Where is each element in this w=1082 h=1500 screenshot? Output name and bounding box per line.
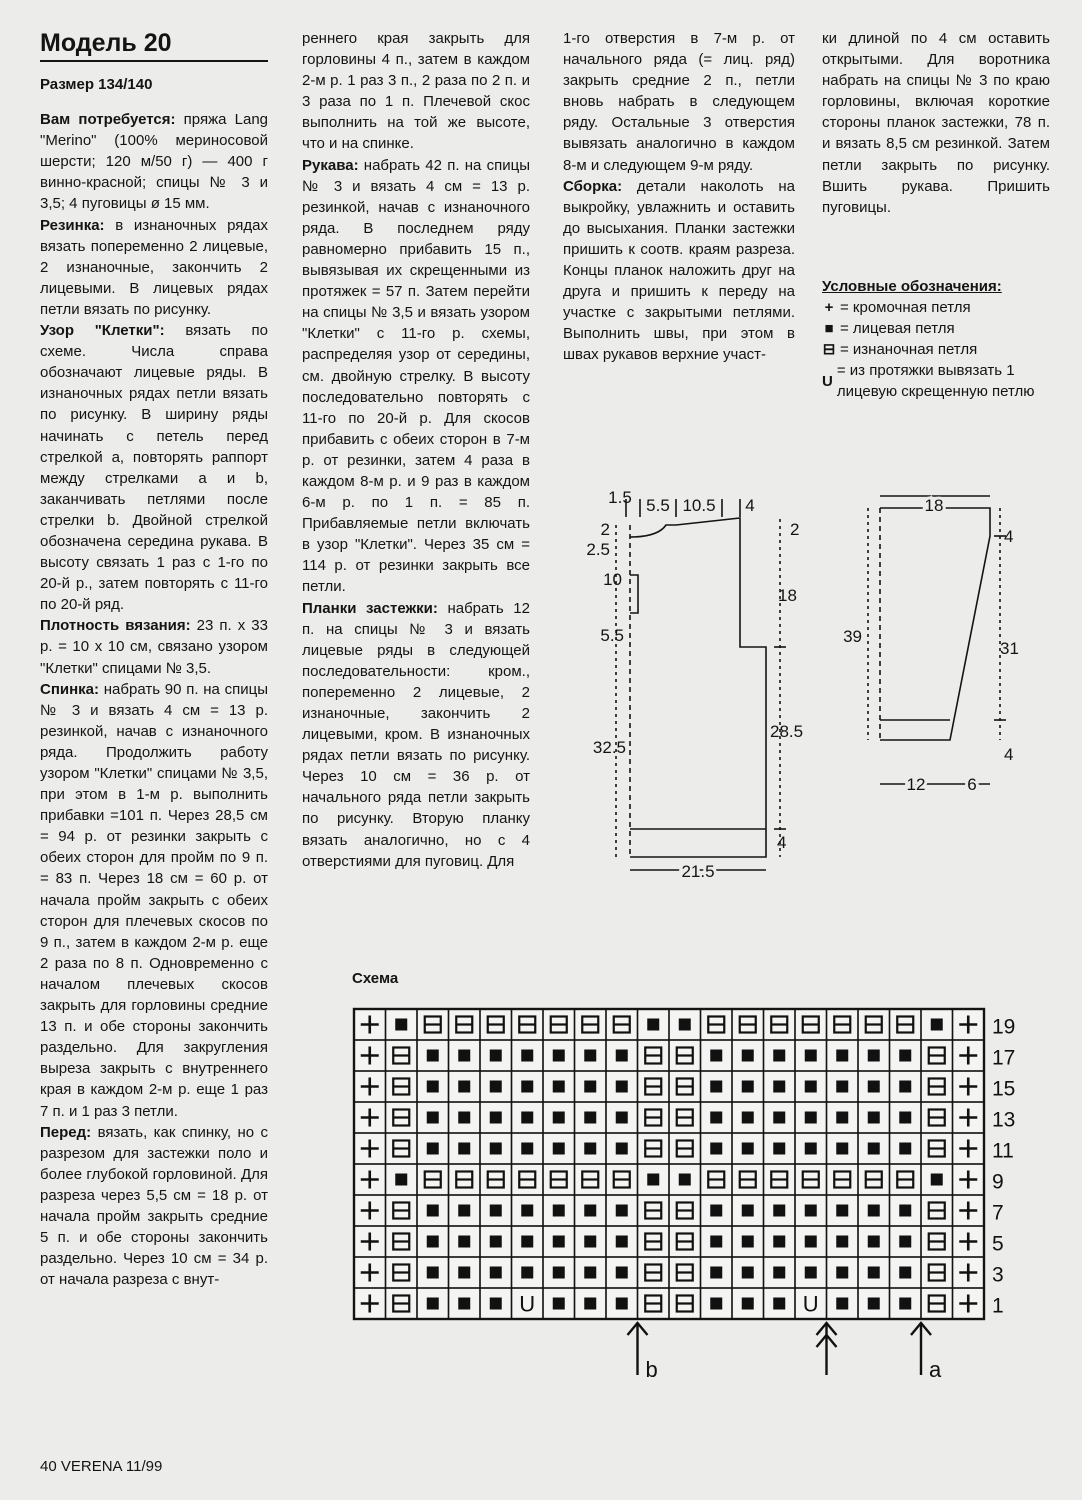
text-column-2 bbox=[302, 28, 530, 872]
dim-left-3: 10 bbox=[603, 570, 622, 589]
column-1-body bbox=[40, 109, 268, 1290]
dim-right-2: 18 bbox=[778, 586, 797, 605]
paragraph bbox=[302, 155, 530, 598]
dim-bottom: 21.5 bbox=[681, 862, 715, 881]
paragraph-text: в изнаночных рядах вязать попеременно 2 лицевые, 2 изнаночные, закончить 2 лицевыми. В лицевых рядах петли вязать по рисунку. bbox=[40, 216, 268, 318]
legend-item bbox=[822, 360, 1050, 402]
legend-symbol: ⊟ bbox=[822, 341, 836, 359]
dim-left-2: 2.5 bbox=[586, 540, 610, 559]
sleeve-dim-right-1: 4 bbox=[1004, 527, 1014, 546]
paragraph bbox=[40, 109, 268, 214]
legend-symbol: + bbox=[824, 298, 834, 316]
dim-right-1: 2 bbox=[790, 520, 800, 539]
dim-right-4: 4 bbox=[777, 833, 787, 852]
pattern-sleeve bbox=[838, 490, 1038, 800]
chart-arrow bbox=[628, 1323, 648, 1375]
pattern-front-back bbox=[580, 485, 820, 885]
paragraph-heading: Спинка: bbox=[40, 680, 100, 698]
paragraph-text: реннего края закрыть для горловины 4 п., затем в каждом 2-м р. 1 раз 3 п., 2 раза по 2 п. и 3 раза по 1 п. Плечевой скос выполнить на той же высоте, что и на спинке. bbox=[302, 30, 530, 153]
paragraph bbox=[563, 176, 795, 366]
paragraph-heading: Сборка: bbox=[563, 177, 623, 195]
paragraph-text: набрать 90 п. на спицы № 3 и вязать 4 см = 13 р. резинкой, начав с изнаночного ряда. Продолжить работу узором "Клетки" спицами № 3,5, при этом в 1-м р. выполнить прибавки =101 п. Через 28,5 см = 94 р. от резинки закрыть с обеих сторон для пройм по 9 п. = 83 п. Через 18 см = 60 р. от начала пройм закрыть с обеих сторон для плечевых скосов по 9 п., затем в каждом 2-м р. еще 2 раза по 8 п. Одновременно с началом плечевых скосов закрыть для горловины средние 13 п. и обе стороны закончить раздельно. Для закругления выреза закрыть с внутреннего края в каждом 2-м р. еще 1 раз 7 п. и 1 раз 3 петли. bbox=[40, 680, 268, 1120]
legend-text: = изнаночная петля bbox=[840, 341, 978, 359]
paragraph bbox=[822, 28, 1050, 218]
dim-right-3: 28.5 bbox=[770, 722, 804, 741]
row-number: 13 bbox=[992, 1108, 1016, 1132]
sleeve-dim-left: 39 bbox=[843, 627, 862, 646]
paragraph bbox=[40, 1122, 268, 1291]
paragraph-text: набрать 42 п. на спицы № 3 и вязать 4 см = 13 р. резинкой, начав с изнаночного ряда. В последнем ряду равномерно прибавить 15 п., вывязывая их скрещенными из протяжек = 57 п. Затем перейти на спицы № 3,5 и вязать узором "Клетки" с 11-го р. схемы, распределяя узор от середины, см. двойную стрелку. В высоту последовательно повторять с 11-го по 20-й р. Для скосов прибавить с обеих сторон в 7-м р. от резинки, затем 4 раза в каждом 8-м р. и 9 раз в каждом 6-м р. по 1 п. = 85 п. Прибавляемые петли включать в узор "Клетки". Через 35 см = 114 р. от резинки закрыть все петли. bbox=[302, 156, 530, 596]
legend bbox=[822, 297, 1050, 402]
chart-arrow bbox=[911, 1323, 931, 1375]
dim-top-2: 5.5 bbox=[646, 496, 670, 515]
svg-text:U: U bbox=[802, 1291, 819, 1317]
paragraph bbox=[302, 28, 530, 155]
dim-left-4: 5.5 bbox=[600, 626, 624, 645]
row-number: 5 bbox=[992, 1232, 1004, 1256]
legend-text: = из протяжки вывязать 1 лицевую скрещенную петлю bbox=[836, 362, 1035, 401]
dim-top-3: 10.5 bbox=[682, 496, 716, 515]
dim-top-1: 1.5 bbox=[608, 488, 632, 507]
paragraph-heading: Рукава: bbox=[302, 156, 359, 174]
arrow-label: b bbox=[645, 1357, 658, 1382]
text-column-1 bbox=[40, 28, 268, 1290]
paragraph bbox=[302, 598, 530, 872]
legend-symbol: U bbox=[822, 372, 833, 390]
sleeve-dim-bottom-1: 12 bbox=[906, 775, 926, 794]
text-column-4 bbox=[822, 28, 1050, 402]
row-number: 17 bbox=[992, 1046, 1016, 1070]
paragraph-text: вязать по схеме. Числа справа обозначают лицевые ряды. В изнаночных рядах петли вязать по рисунку. В ширину ряды начинать с петель перед стрелкой a, повторять раппорт между стрелками a и b, заканчивать петлями после стрелки b. Двойной стрелкой обозначена середина рукава. В высоту связать 1 раз с 1-го по 20-й р., затем повторять с 11-го по 20-й ряд. bbox=[40, 322, 268, 614]
text-column-3 bbox=[563, 28, 795, 366]
paragraph-heading: Вам потребуется: bbox=[40, 111, 176, 129]
paragraph bbox=[40, 215, 268, 320]
paragraph bbox=[40, 679, 268, 1122]
size-heading: Размер 134/140 bbox=[40, 76, 153, 93]
paragraph-heading: Резинка: bbox=[40, 216, 105, 234]
page-title: Модель 20 bbox=[40, 28, 268, 62]
paragraph-text: пряжа Lang "Merino" (100% мериносовой шерсти; 120 м/50 г) — 400 г винно-красной; спицы № 3 и 3,5; 4 пуговицы ø 15 мм. bbox=[40, 111, 268, 213]
dim-top-4: 4 bbox=[745, 496, 755, 515]
row-number: 11 bbox=[992, 1139, 1014, 1163]
column-3-body bbox=[563, 28, 795, 366]
knitting-chart bbox=[350, 1005, 1050, 1385]
paragraph bbox=[40, 320, 268, 615]
sleeve-dim-right-2: 31 bbox=[1000, 639, 1019, 658]
row-number: 7 bbox=[992, 1201, 1004, 1225]
svg-text:U: U bbox=[519, 1291, 536, 1317]
column-2-body bbox=[302, 28, 530, 872]
paragraph-heading: Перед: bbox=[40, 1123, 92, 1141]
legend-item bbox=[822, 339, 1050, 360]
paragraph bbox=[40, 615, 268, 678]
row-number: 1 bbox=[992, 1294, 1004, 1318]
legend-title: Условные обозначения: bbox=[822, 277, 1002, 295]
arrow-label: a bbox=[929, 1357, 942, 1382]
legend-item bbox=[822, 297, 1050, 318]
column-4-body bbox=[822, 28, 1050, 218]
paragraph-text: ки длиной по 4 см оставить открытыми. Для воротника набрать на спицы № 3 по краю горловины, включая короткие стороны планок застежки, 78 п. и вязать 8,5 см резинкой. Затем петли закрыть по рисунку. Вшить рукава. Пришить пуговицы. bbox=[822, 30, 1050, 216]
row-number: 15 bbox=[992, 1077, 1016, 1101]
schema-label: Схема bbox=[352, 970, 399, 987]
row-number: 9 bbox=[992, 1170, 1004, 1194]
paragraph-heading: Узор "Клетки": bbox=[40, 322, 165, 340]
dim-left-5: 32.5 bbox=[592, 738, 626, 757]
legend-text: = лицевая петля bbox=[840, 320, 955, 338]
paragraph-heading: Планки застежки: bbox=[302, 599, 438, 617]
legend-item bbox=[822, 318, 1050, 339]
paragraph-text: вязать, как спинку, но с разрезом для застежки поло и более глубокой горловиной. Для разреза через 5,5 см = 18 р. от начала пройм закрыть средние 5 п. и обе стороны закончить раздельно. Через 10 см = 34 р. от начала разреза с внут- bbox=[40, 1123, 268, 1289]
paragraph-text: 1-го отверстия в 7-м р. от начального ряда (= лиц. ряд) закрыть средние 2 п., петли вновь набрать в следующем ряду. Остальные 3 отверстия вывязать аналогично в каждом 8-м и следующем 9-м ряду. bbox=[563, 30, 795, 174]
dim-left-1: 2 bbox=[600, 520, 610, 539]
paragraph-text: набрать 12 п. на спицы № 3 и вязать лицевые ряды в следующей последовательности: кром., попеременно 2 лицевые, 2 изнаночные, закончить 2 лицевыми, кром. В изнаночных рядах петли вязать по рисунку. Через 10 см = 36 р. от начального ряда петли закрыть по рисунку. Вторую планку вязать аналогично, но с 4 отверстиями для пуговиц. Для bbox=[302, 599, 530, 870]
sleeve-dim-bottom-2: 6 bbox=[967, 775, 977, 794]
paragraph-text: детали наколоть на выкройку, увлажнить и оставить до высыхания. Планки застежки пришить к соотв. краям разреза. Концы планок наложить друг на друга и пришить к переду на участке с закрытыми петлями. Выполнить швы, при этом в швах рукавов верхние участ- bbox=[563, 177, 795, 364]
sleeve-dim-right-3: 4 bbox=[1004, 745, 1014, 764]
paragraph-text: 23 п. х 33 р. = 10 х 10 см, связано узором "Клетки" спицами № 3,5. bbox=[40, 617, 268, 677]
legend-symbol: ■ bbox=[824, 320, 834, 338]
sleeve-dim-top: 18 bbox=[924, 496, 944, 515]
paragraph bbox=[563, 28, 795, 176]
paragraph-heading: Плотность вязания: bbox=[40, 617, 191, 635]
row-number: 19 bbox=[992, 1015, 1016, 1039]
row-number: 3 bbox=[992, 1263, 1004, 1287]
chart-arrow bbox=[817, 1323, 837, 1375]
legend-text: = кромочная петля bbox=[840, 298, 971, 316]
footer: 40 VERENA 11/99 bbox=[40, 1458, 163, 1475]
